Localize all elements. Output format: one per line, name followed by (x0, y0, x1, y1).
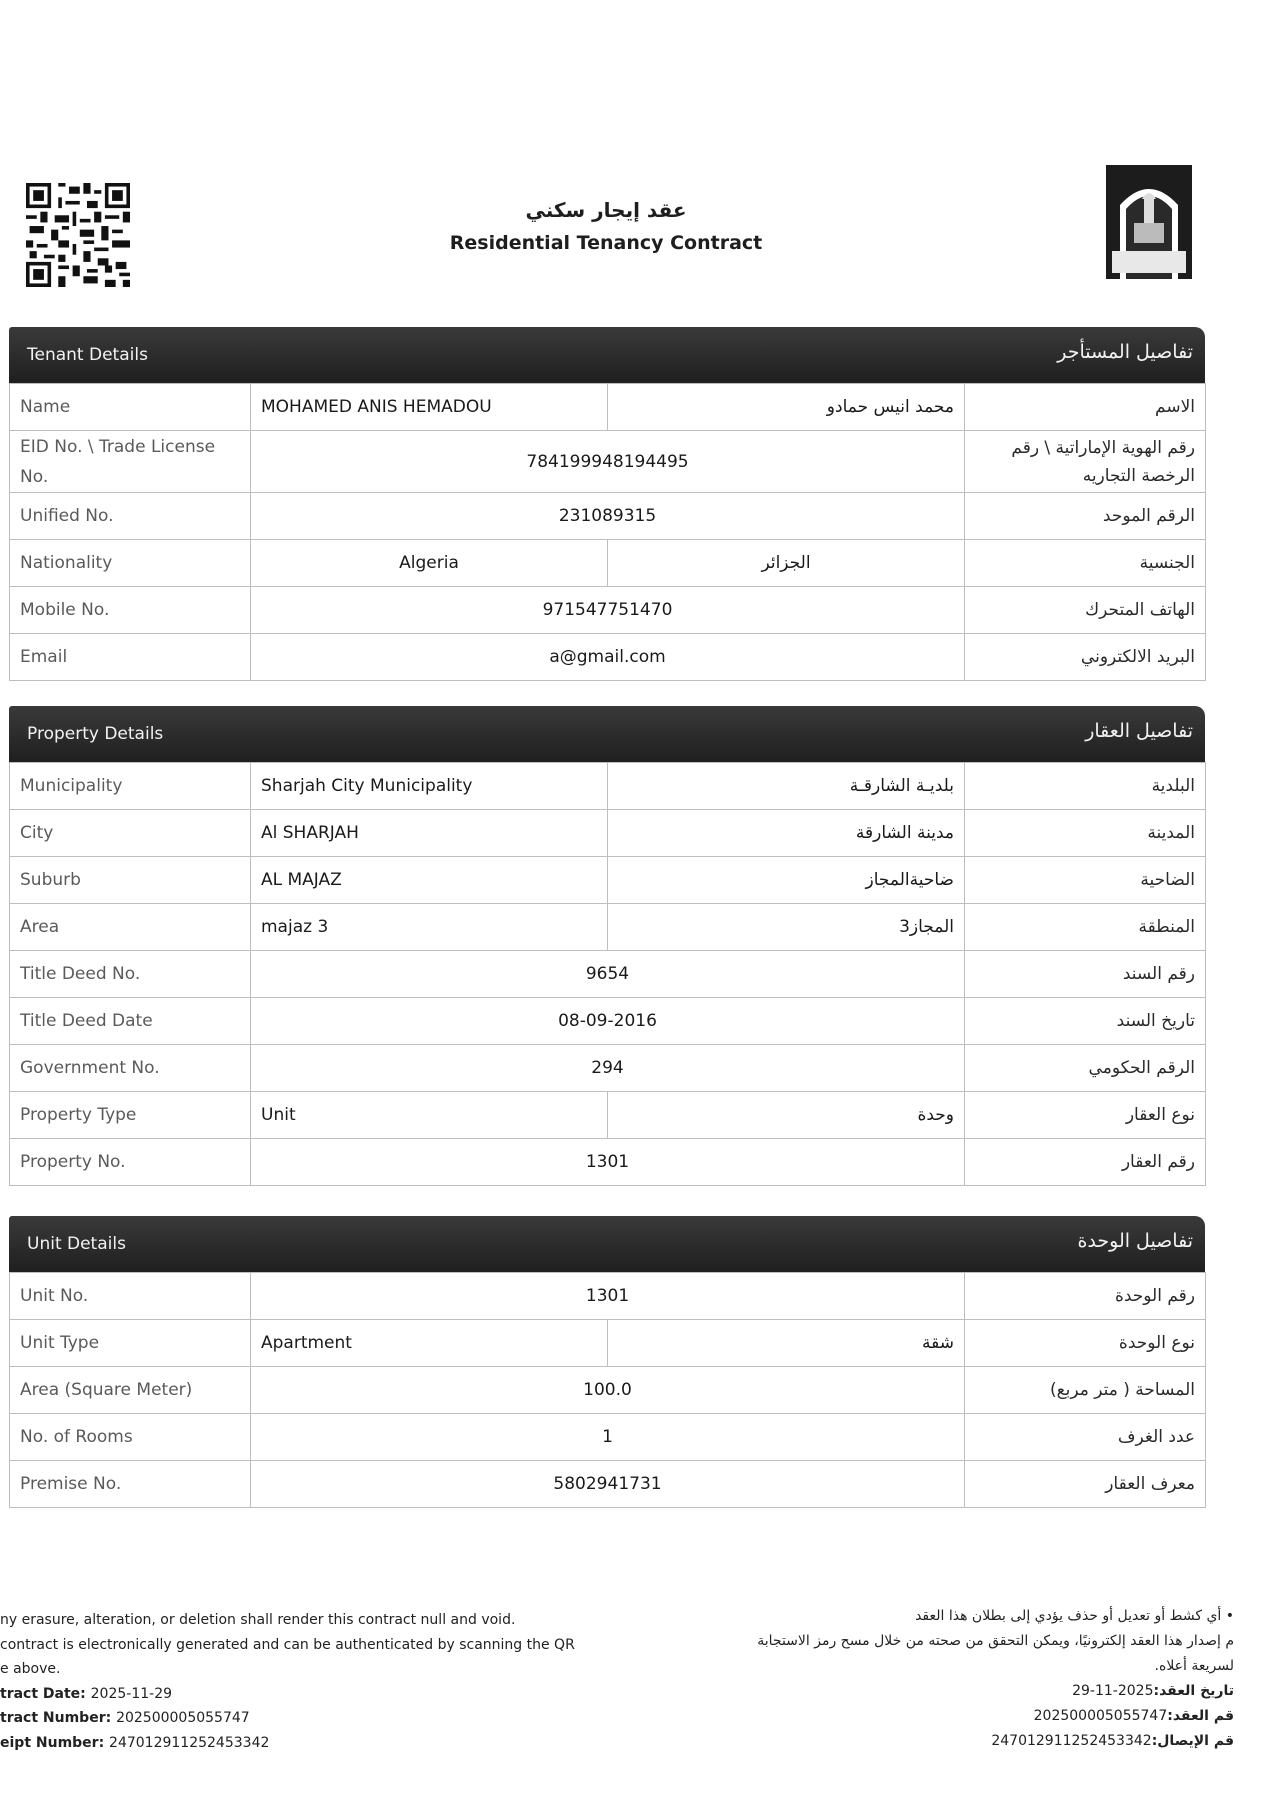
field-value-en: majaz 3 (251, 904, 608, 951)
field-value-ar: وحدة (608, 1092, 965, 1139)
table-row (10, 1367, 1206, 1414)
field-value: 9654 (251, 951, 965, 998)
field-label-ar: المدينة (965, 810, 1206, 857)
field-label-en: City (10, 810, 251, 857)
field-label-en: Property No. (10, 1139, 251, 1186)
field-value-en: Apartment (251, 1320, 608, 1367)
section-title-en: Tenant Details (27, 345, 148, 365)
field-label-en: Unit No. (10, 1273, 251, 1320)
field-value-ar: شقة (608, 1320, 965, 1367)
note-line: e above. (0, 1661, 61, 1677)
field-label-en: Suburb (10, 857, 251, 904)
table-row (10, 857, 1206, 904)
property-details-section (9, 706, 1205, 1186)
field-label-en: Government No. (10, 1045, 251, 1092)
field-value-en: Sharjah City Municipality (251, 763, 608, 810)
field-label-ar: الاسم (965, 384, 1206, 431)
section-title-ar: تفاصيل المستأجر (1057, 341, 1193, 363)
table-row (10, 540, 1206, 587)
receipt-number-line (0, 1731, 600, 1756)
field-label-ar: الرقم الموحد (965, 493, 1206, 540)
tenant-details-section (9, 327, 1205, 681)
field-label-ar: البلدية (965, 763, 1206, 810)
field-value-ar: مدينة الشارقة (608, 810, 965, 857)
receipt-number-value: 247012911252453342 (109, 1734, 270, 1751)
note-line: contract is electronically generated and can be authenticated by scanning the QR (0, 1636, 575, 1653)
field-label-en: Premise No. (10, 1461, 251, 1508)
field-value: 971547751470 (251, 587, 965, 634)
field-label-en: Unit Type (10, 1320, 251, 1367)
field-value: 784199948194495 (251, 431, 965, 493)
contract-number-value: 202500005055747 (1033, 1708, 1168, 1724)
field-value-ar: ضاحيةالمجاز (608, 857, 965, 904)
table-row (10, 763, 1206, 810)
field-label-ar: نوع الوحدة (965, 1320, 1206, 1367)
note-line: لسريعة أعلاه. (1154, 1658, 1234, 1674)
field-label-ar: المنطقة (965, 904, 1206, 951)
table-row (10, 1092, 1206, 1139)
contract-date-value: 2025-11-29 (90, 1685, 173, 1702)
field-value: 231089315 (251, 493, 965, 540)
contract-date-label: tract Date: (0, 1685, 91, 1702)
table-row (10, 384, 1206, 431)
field-value: a@gmail.com (251, 634, 965, 681)
field-label-ar: الرقم الحكومي (965, 1045, 1206, 1092)
field-value: 1301 (251, 1139, 965, 1186)
field-label-ar: رقم السند (965, 951, 1206, 998)
field-label-ar: البريد الالكتروني (965, 634, 1206, 681)
table-row (10, 1273, 1206, 1320)
field-label-en: No. of Rooms (10, 1414, 251, 1461)
field-value-ar: بلديـة الشارقـة (608, 763, 965, 810)
note-line: • أي كشط أو تعديل أو حذف يؤدي إلى بطلان هذا العقد (915, 1608, 1234, 1624)
field-value-en: Algeria (251, 540, 608, 587)
table-row (10, 431, 1206, 493)
contract-date-line (0, 1682, 600, 1707)
field-label-ar: الهاتف المتحرك (965, 587, 1206, 634)
receipt-number-label: eipt Number: (0, 1734, 110, 1751)
contract-number-value: 202500005055747 (116, 1710, 250, 1726)
field-label-ar: معرف العقار (965, 1461, 1206, 1508)
table-row (10, 587, 1206, 634)
table-row (10, 998, 1206, 1045)
field-label-en: Area (10, 904, 251, 951)
table-row (10, 1139, 1206, 1186)
table-row (10, 1045, 1206, 1092)
unit-details-table (9, 1272, 1206, 1508)
table-row (10, 810, 1206, 857)
field-label-en: Area (Square Meter) (10, 1367, 251, 1414)
field-value-ar: الجزائر (608, 540, 965, 587)
field-label-ar: رقم الوحدة (965, 1273, 1206, 1320)
field-value: 100.0 (251, 1367, 965, 1414)
table-row (10, 904, 1206, 951)
field-label-en: Title Deed Date (10, 998, 251, 1045)
sharjah-municipality-logo (1106, 165, 1192, 279)
field-label-ar: نوع العقار (965, 1092, 1206, 1139)
field-label-en: Email (10, 634, 251, 681)
contract-number-label: tract Number: (0, 1710, 117, 1726)
note-line: م إصدار هذا العقد إلكترونيًا، ويمكن التحقق من صحته من خلال مسح رمز الاستجابة (757, 1633, 1234, 1649)
table-row (10, 634, 1206, 681)
receipt-number-label: قم الإيصال: (1151, 1733, 1234, 1749)
note-line: ny erasure, alteration, or deletion shall render this contract null and void. (0, 1612, 516, 1628)
title-arabic: عقد إيجار سكني (525, 198, 687, 222)
unit-details-header (9, 1216, 1205, 1272)
field-label-ar: عدد الغرف (965, 1414, 1206, 1461)
contract-number-line (634, 1704, 1234, 1729)
contract-date-line (634, 1679, 1234, 1704)
section-title-ar: تفاصيل العقار (1085, 720, 1193, 742)
footer-notes-en (0, 1608, 600, 1755)
field-label-ar: الضاحية (965, 857, 1206, 904)
table-row (10, 1461, 1206, 1508)
unit-details-section (9, 1216, 1205, 1508)
field-label-ar: المساحة ( متر مربع) (965, 1367, 1206, 1414)
field-value-en: AL MAJAZ (251, 857, 608, 904)
field-label-ar: رقم العقار (965, 1139, 1206, 1186)
section-title-en: Property Details (27, 724, 164, 744)
field-value: 1301 (251, 1273, 965, 1320)
section-title-ar: تفاصيل الوحدة (1077, 1230, 1193, 1252)
field-label-en: Name (10, 384, 251, 431)
field-value-ar: محمد انيس حمادو (608, 384, 965, 431)
field-label-ar: رقم الهوية الإماراتية \ رقم الرخصة التجاريه (965, 431, 1206, 493)
field-value-en: MOHAMED ANIS HEMADOU (251, 384, 608, 431)
title-english: Residential Tenancy Contract (449, 232, 763, 254)
field-label-ar: تاريخ السند (965, 998, 1206, 1045)
table-row (10, 1414, 1206, 1461)
field-value-en: Al SHARJAH (251, 810, 608, 857)
field-label-en: EID No. \ Trade License No. (10, 431, 251, 493)
field-value: 5802941731 (251, 1461, 965, 1508)
contract-date-label: تاريخ العقد: (1153, 1683, 1234, 1699)
table-row (10, 951, 1206, 998)
field-label-en: Title Deed No. (10, 951, 251, 998)
field-label-en: Property Type (10, 1092, 251, 1139)
field-label-en: Unified No. (10, 493, 251, 540)
contract-number-line (0, 1706, 600, 1731)
section-title-en: Unit Details (27, 1234, 126, 1254)
field-label-ar: الجنسية (965, 540, 1206, 587)
footer-notes-ar (634, 1604, 1234, 1754)
field-value-en: Unit (251, 1092, 608, 1139)
table-row (10, 1320, 1206, 1367)
field-value-ar: المجاز3 (608, 904, 965, 951)
tenant-details-table (9, 383, 1206, 681)
field-value: 08-09-2016 (251, 998, 965, 1045)
field-value: 1 (251, 1414, 965, 1461)
field-label-en: Mobile No. (10, 587, 251, 634)
table-row (10, 493, 1206, 540)
property-details-table (9, 762, 1206, 1186)
property-details-header (9, 706, 1205, 762)
contract-date-value: 2025-11-29 (1072, 1683, 1154, 1699)
tenant-details-header (9, 327, 1205, 383)
field-label-en: Nationality (10, 540, 251, 587)
contract-number-label: قم العقد: (1167, 1708, 1234, 1724)
receipt-number-line (634, 1729, 1234, 1754)
receipt-number-value: 247012911252453342 (991, 1733, 1152, 1749)
field-value: 294 (251, 1045, 965, 1092)
field-label-en: Municipality (10, 763, 251, 810)
